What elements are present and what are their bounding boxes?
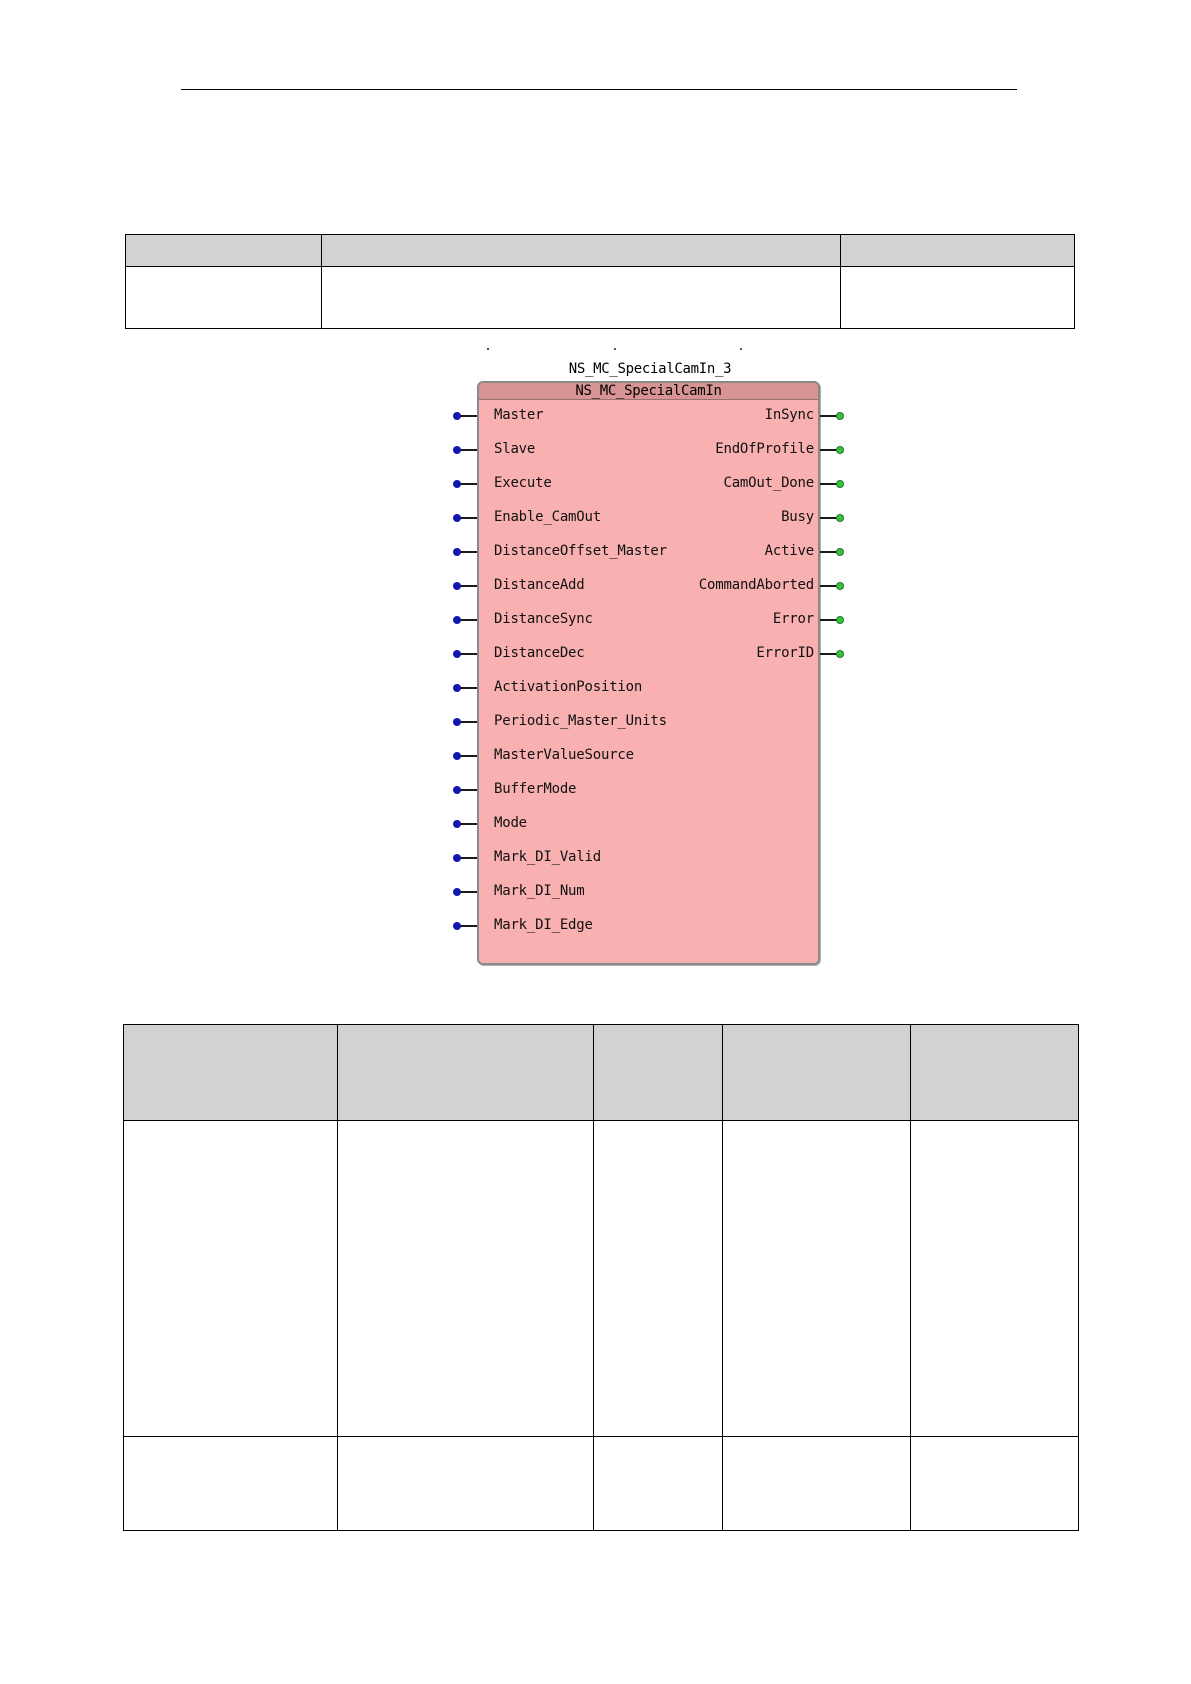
input-pin-buffermode[interactable] <box>453 786 461 794</box>
input-pin-mark-di-valid[interactable] <box>453 854 461 862</box>
table-header-row <box>126 235 1075 267</box>
output-pin-camout-done[interactable] <box>836 480 844 488</box>
function-block-instance-name: NS_MC_SpecialCamIn_3 <box>568 361 732 377</box>
input-label-mastervaluesource: MasterValueSource <box>494 747 634 763</box>
table-cell <box>911 1121 1079 1437</box>
table-cell <box>126 267 322 329</box>
table-header-cell <box>911 1025 1079 1121</box>
input-label-distancesync: DistanceSync <box>494 611 593 627</box>
input-label-mark-di-valid: Mark_DI_Valid <box>494 849 601 865</box>
input-label-execute: Execute <box>494 475 552 491</box>
input-pin-mark-di-num[interactable] <box>453 888 461 896</box>
input-label-enable-camout: Enable_CamOut <box>494 509 601 525</box>
table-cell <box>594 1121 723 1437</box>
table-header-row <box>124 1025 1079 1121</box>
table-row <box>124 1121 1079 1437</box>
input-pin-mode[interactable] <box>453 820 461 828</box>
input-label-activationposition: ActivationPosition <box>494 679 643 695</box>
input-label-periodic-master-units: Periodic_Master_Units <box>494 713 667 729</box>
output-pin-endofprofile[interactable] <box>836 446 844 454</box>
parameter-table <box>123 1024 1079 1531</box>
output-label-active: Active <box>764 543 814 559</box>
input-pin-enable-camout[interactable] <box>453 514 461 522</box>
tick-mark <box>487 348 489 350</box>
input-pin-execute[interactable] <box>453 480 461 488</box>
table-cell <box>594 1437 723 1531</box>
output-pin-active[interactable] <box>836 548 844 556</box>
function-block-diagram <box>440 355 860 975</box>
output-label-camout-done: CamOut_Done <box>723 475 814 491</box>
table-header-cell <box>594 1025 723 1121</box>
input-pin-distanceadd[interactable] <box>453 582 461 590</box>
input-label-buffermode: BufferMode <box>494 781 577 797</box>
table-header-cell <box>723 1025 911 1121</box>
input-pin-distancedec[interactable] <box>453 650 461 658</box>
input-label-mark-di-num: Mark_DI_Num <box>494 883 585 899</box>
table-cell <box>841 267 1075 329</box>
table-cell <box>124 1437 338 1531</box>
input-label-mode: Mode <box>494 815 527 831</box>
input-pin-mastervaluesource[interactable] <box>453 752 461 760</box>
input-pin-periodic-master-units[interactable] <box>453 718 461 726</box>
output-label-insync: InSync <box>764 407 814 423</box>
table-cell <box>723 1121 911 1437</box>
input-label-distanceoffset-master: DistanceOffset_Master <box>494 543 667 559</box>
function-block-title-bar <box>479 383 818 400</box>
table-row <box>124 1437 1079 1531</box>
input-label-slave: Slave <box>494 441 536 457</box>
output-label-error: Error <box>772 611 814 627</box>
function-block-body <box>477 381 820 965</box>
input-label-distanceadd: DistanceAdd <box>494 577 585 593</box>
table-row <box>126 267 1075 329</box>
table-cell <box>322 267 841 329</box>
tick-mark <box>740 348 742 350</box>
table-cell <box>338 1437 594 1531</box>
input-pin-slave[interactable] <box>453 446 461 454</box>
input-pin-distanceoffset-master[interactable] <box>453 548 461 556</box>
output-pin-commandaborted[interactable] <box>836 582 844 590</box>
table-header-cell <box>322 235 841 267</box>
summary-table <box>125 234 1075 329</box>
output-pin-error[interactable] <box>836 616 844 624</box>
input-pin-mark-di-edge[interactable] <box>453 922 461 930</box>
output-label-errorid: ErrorID <box>756 645 814 661</box>
input-label-master: Master <box>494 407 544 423</box>
output-label-busy: Busy <box>781 509 814 525</box>
output-pin-busy[interactable] <box>836 514 844 522</box>
input-pin-activationposition[interactable] <box>453 684 461 692</box>
output-pin-errorid[interactable] <box>836 650 844 658</box>
input-label-distancedec: DistanceDec <box>494 645 585 661</box>
function-block-type-name: NS_MC_SpecialCamIn <box>575 383 722 399</box>
input-label-mark-di-edge: Mark_DI_Edge <box>494 917 593 933</box>
input-pin-distancesync[interactable] <box>453 616 461 624</box>
table-cell <box>124 1121 338 1437</box>
table-cell <box>338 1121 594 1437</box>
output-label-commandaborted: CommandAborted <box>698 577 814 593</box>
input-pin-master[interactable] <box>453 412 461 420</box>
table-cell <box>723 1437 911 1531</box>
output-pin-insync[interactable] <box>836 412 844 420</box>
header-rule <box>181 89 1017 90</box>
tick-mark <box>614 348 616 350</box>
table-header-cell <box>126 235 322 267</box>
table-header-cell <box>841 235 1075 267</box>
table-header-cell <box>338 1025 594 1121</box>
output-label-endofprofile: EndOfProfile <box>715 441 814 457</box>
table-header-cell <box>124 1025 338 1121</box>
table-cell <box>911 1437 1079 1531</box>
